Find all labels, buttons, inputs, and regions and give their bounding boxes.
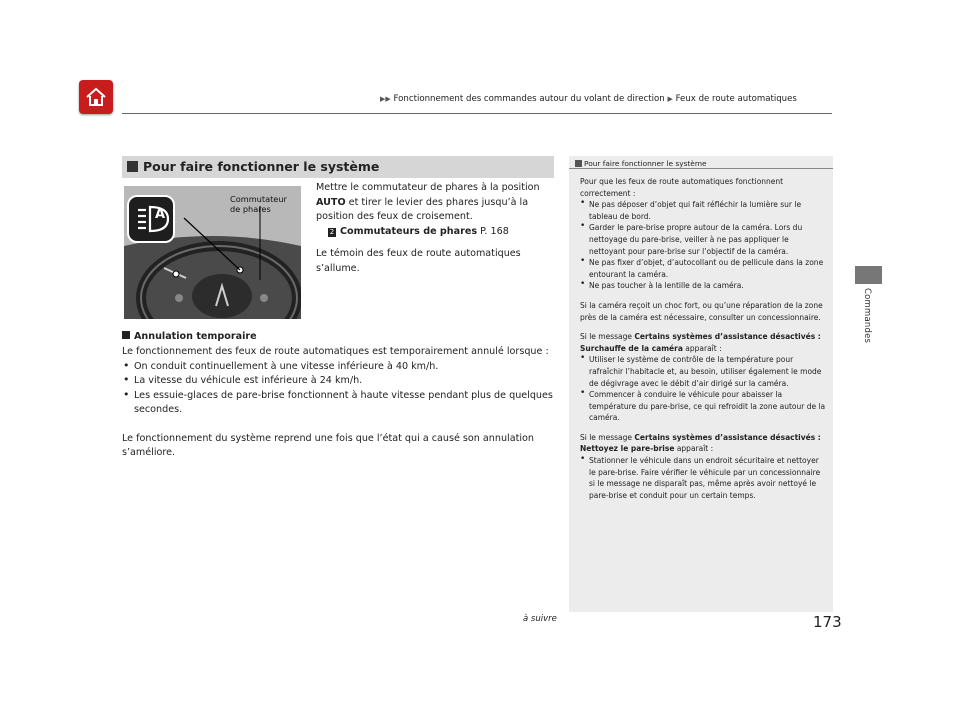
list-item: • Les essuie-glaces de pare-brise fonctionnent à haute vitesse pendant plus de quelques secondes. xyxy=(122,389,562,418)
list-item: • On conduit continuellement à une vitesse inférieure à 40 km/h. xyxy=(122,360,562,375)
list-item: • Stationner le véhicule dans un endroit sécuritaire et nettoyer le pare-brise. Faire vérifier le véhicule par un concessionnaire si le message ne disparaît pas, même après avoir nettoyé le pare-brise et conduit pour un certain temps. xyxy=(580,455,827,501)
message-text: Certains systèmes d’assistance désactivés : Nettoyez le pare-brise xyxy=(580,432,821,454)
subsection-body xyxy=(122,345,562,461)
continued-note: à suivre xyxy=(523,614,557,624)
message-suffix: apparaît : xyxy=(682,343,722,353)
subsection-square-icon xyxy=(122,331,130,339)
panel-message-2 xyxy=(580,432,827,455)
panel-body xyxy=(580,176,827,501)
home-icon xyxy=(84,85,108,109)
reference-page: P. 168 xyxy=(477,225,509,237)
panel-divider xyxy=(569,168,833,169)
breadcrumb xyxy=(380,94,797,104)
reference-icon: 2 xyxy=(329,227,335,236)
message-text: Certains systèmes d’assistance désactivés : Surchauffe de la caméra xyxy=(580,332,821,353)
breadcrumb-arrow-icon: ▶▶ xyxy=(380,95,391,103)
list-item: • Ne pas toucher à la lentille de la caméra. xyxy=(580,280,827,292)
figure-callout-line1: Commutateur xyxy=(230,194,287,204)
instruction-paragraph xyxy=(316,181,556,225)
figure-callout xyxy=(230,194,287,214)
message-prefix: Si le message xyxy=(580,332,635,342)
note-icon xyxy=(575,160,582,167)
section-title: Pour faire fonctionner le système xyxy=(143,159,380,174)
breadcrumb-item[interactable]: Feux de route automatiques xyxy=(675,94,797,104)
message-suffix: apparaît : xyxy=(674,444,714,454)
subsection-title xyxy=(122,331,257,342)
list-item: • Commencer à conduire le véhicule pour abaisser la température du pare-brise, ce qui refroidit la zone autour de la caméra. xyxy=(580,389,827,424)
auto-indicator-letter: A xyxy=(155,207,166,222)
indicator-paragraph: Le témoin des feux de route automatiques s’allume. xyxy=(316,248,521,274)
instruction-text xyxy=(316,181,556,276)
panel-message-1 xyxy=(580,331,827,354)
page-number: 173 xyxy=(813,613,842,631)
subsection-title-text: Annulation temporaire xyxy=(134,331,257,342)
notes-panel xyxy=(569,156,833,612)
list-item: • Ne pas fixer d’objet, d’autocollant ou de pellicule dans la zone entourant la caméra. xyxy=(580,257,827,280)
instruction-text-b: et tirer le levier des phares jusqu’à la position des feux de croisement. xyxy=(316,196,529,222)
chapter-tab[interactable] xyxy=(855,266,882,284)
instruction-text-a: Mettre le commutateur de phares à la position xyxy=(316,182,540,193)
panel-shock-note: Si la caméra reçoit un choc fort, ou qu’une réparation de la zone près de la caméra est nécessaire, consulter un concessionnaire. xyxy=(580,300,823,322)
auto-label: AUTO xyxy=(316,196,346,208)
subsection-outro: Le fonctionnement du système reprend une fois que l’état qui a causé son annulation s’améliore. xyxy=(122,432,534,458)
header-divider xyxy=(122,113,832,114)
breadcrumb-item[interactable]: Fonctionnement des commandes autour du volant de direction xyxy=(393,94,665,104)
breadcrumb-arrow-icon: ▶ xyxy=(667,95,673,103)
figure-callout-line2: de phares xyxy=(230,204,271,214)
message-prefix: Si le message xyxy=(580,432,635,442)
dashboard-illustration xyxy=(124,186,301,319)
cross-reference[interactable] xyxy=(316,225,556,240)
section-title-bar xyxy=(122,156,554,178)
panel-heading-text: Pour faire fonctionner le système xyxy=(584,159,707,168)
panel-heading xyxy=(575,159,707,168)
list-item: • Utiliser le système de contrôle de la température pour rafraîchir l’habitacle et, au besoin, utiliser également le mode de dégivrage avec le débit d’air dirigé sur la caméra. xyxy=(580,354,827,389)
list-item: • Ne pas déposer d’objet qui fait réfléchir la lumière sur le tableau de bord. xyxy=(580,199,827,222)
reference-link[interactable]: Commutateurs de phares xyxy=(340,225,478,237)
list-item: • Garder le pare-brise propre autour de la caméra. Lors du nettoyage du pare-brise, veiller à ne pas appliquer le nettoyant pour pare-brise sur l’objectif de la caméra. xyxy=(580,222,827,257)
chapter-tab-label: Commandes xyxy=(862,288,872,344)
panel-intro: Pour que les feux de route automatiques fonctionnent correctement : xyxy=(580,177,784,198)
list-item: • La vitesse du véhicule est inférieure à 24 km/h. xyxy=(122,374,562,389)
home-button[interactable] xyxy=(79,80,113,114)
section-square-icon xyxy=(127,161,138,172)
subsection-intro: Le fonctionnement des feux de route automatiques est temporairement annulé lorsque : xyxy=(122,346,549,357)
